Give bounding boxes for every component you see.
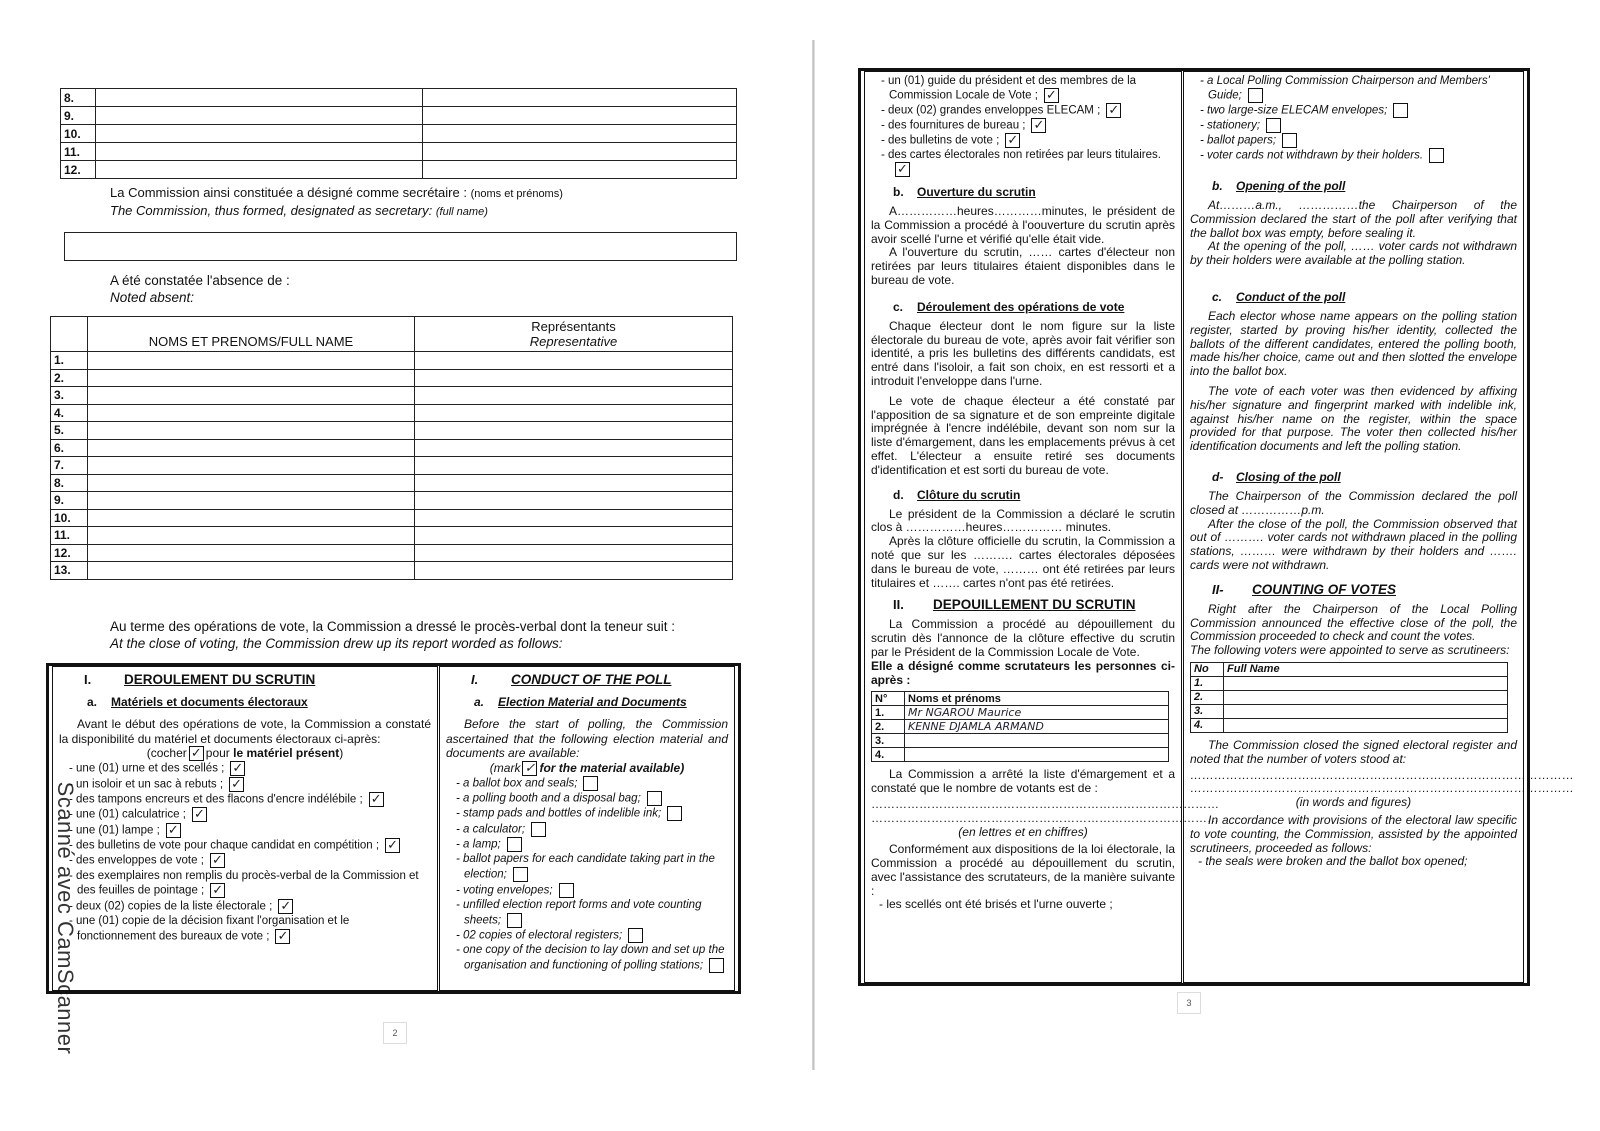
item-label: - une (01) urne et des scellés ; — [69, 762, 225, 775]
representative-cell[interactable] — [415, 457, 733, 475]
handwritten-name[interactable] — [905, 734, 1169, 748]
name-cell[interactable] — [88, 562, 415, 580]
representative-cell[interactable] — [415, 474, 733, 492]
item-label: - des bulletins de vote pour chaque candidat en compétition ; — [69, 839, 380, 852]
voters-count-line-1[interactable]: …………………………………………………………………………………… — [1190, 767, 1574, 782]
checklist-item — [1194, 133, 1517, 148]
opening-title-fr: Ouverture du scrutin — [917, 185, 1036, 199]
absent-row — [51, 527, 733, 545]
item-label: - deux (02) copies de la liste électorale ; — [69, 900, 273, 913]
row-number: 3. — [872, 734, 905, 748]
name-cell[interactable] — [88, 509, 415, 527]
item-label: - des tampons encreurs et des flacons d'encre indélébile ; — [69, 793, 363, 806]
name-cell[interactable] — [96, 89, 423, 107]
name-cell[interactable] — [88, 527, 415, 545]
checked-checkbox-icon[interactable]: ✓ — [895, 162, 910, 177]
checklist-item — [875, 133, 1175, 148]
section-num: I. — [84, 672, 92, 687]
checked-checkbox-icon[interactable]: ✓ — [166, 823, 181, 838]
law-p-fr: Conformément aux dispositions de la loi électorale, la Commission a procédé au dépouillement du scrutin, avec l'assistance des scrutateurs, de la manière suivante : — [871, 842, 1175, 898]
row-number: 10. — [61, 125, 96, 143]
row-number: 12. — [51, 544, 88, 562]
scrutineer-row — [1191, 718, 1508, 732]
row-number: 9. — [61, 107, 96, 125]
sub-title-fr: Matériels et documents électoraux — [111, 695, 308, 709]
counting-title-fr: DEPOUILLEMENT DU SCRUTIN — [933, 597, 1136, 613]
secretary-fr-text: La Commission ainsi constituée a désigné comme secrétaire : — [110, 185, 467, 200]
mark-mid: pour — [205, 746, 230, 760]
section-num: II. — [893, 597, 904, 613]
col-no: No — [1191, 662, 1224, 676]
checked-checkbox-icon[interactable]: ✓ — [275, 929, 290, 944]
absent-row — [51, 457, 733, 475]
scrutineers-table-en — [1190, 662, 1508, 733]
item-label: - voter cards not withdrawn by their holders. — [1200, 149, 1424, 162]
item-label: - une (01) lampe ; — [69, 824, 160, 837]
sub-num: c. — [1212, 289, 1223, 304]
checkbox-icon[interactable] — [628, 928, 643, 943]
row-number: 4. — [51, 404, 88, 422]
item-label: - one copy of the decision to lay down and set up the organisation and functioning of polling stations; — [456, 944, 725, 972]
item-label: - une (01) copie de la décision fixant l'organisation et le fonctionnement des bureaux de vote ; — [69, 915, 350, 943]
absent-row — [51, 492, 733, 510]
row-number: 9. — [51, 492, 88, 510]
law-p-en: In accordance with provisions of the electoral law specific to vote counting, the Commission, assisted by the appointed scrutineers, proceeded as follows: — [1190, 812, 1517, 855]
item-label: - ballot papers for each candidate taking part in the election; — [456, 853, 715, 881]
checkbox-icon[interactable] — [513, 867, 528, 882]
secretary-label-en — [110, 203, 488, 218]
mark-pre: (mark — [489, 760, 521, 775]
right-column-fr — [864, 71, 1219, 983]
item-label: - a calculator; — [456, 823, 526, 836]
row-number: 10. — [51, 509, 88, 527]
checklist-item — [1194, 118, 1517, 133]
representative-cell[interactable] — [415, 527, 733, 545]
voters-count-line-2[interactable]: …………………………………………………………………………………… — [1190, 781, 1574, 796]
checked-checkbox-icon[interactable]: ✓ — [1044, 88, 1059, 103]
checkbox-icon[interactable] — [1393, 103, 1408, 118]
absent-row — [51, 369, 733, 387]
row-number: 2. — [51, 369, 88, 387]
representative-cell[interactable] — [415, 387, 733, 405]
checkbox-icon[interactable] — [531, 822, 546, 837]
absent-row — [51, 509, 733, 527]
item-label: - des exemplaires non remplis du procès-verbal de la Commission et des feuilles de pointage ; — [69, 869, 419, 897]
checkbox-icon[interactable] — [559, 883, 574, 898]
checklist-item — [1194, 148, 1517, 163]
checklist-item — [63, 899, 431, 914]
name-cell[interactable] — [1224, 704, 1508, 718]
checklist-item — [450, 928, 728, 943]
representative-cell[interactable] — [415, 422, 733, 440]
checkbox-sample: ✓ — [522, 761, 537, 776]
name-cell[interactable] — [88, 352, 415, 370]
col-name: Noms et prénoms — [905, 692, 1169, 706]
row-number: 1. — [872, 706, 905, 720]
scrutineer-row — [1191, 704, 1508, 718]
item-label: - stationery; — [1200, 119, 1261, 132]
conduct-title-en: Conduct of the poll — [1236, 289, 1346, 304]
opening-p1-fr: A……………heures…………minutes, le président de la Commission a procédé à l'oouverture du scrutin après avoir scellé l'urne et vérifié qu'elle était vide. — [871, 204, 1175, 246]
conduct-of-poll-box-left — [46, 663, 741, 994]
section-title-en: CONDUCT OF THE POLL — [511, 672, 672, 687]
absent-row — [51, 404, 733, 422]
sub-num: c. — [893, 299, 904, 314]
item-label: - a lamp; — [456, 838, 501, 851]
checked-checkbox-icon[interactable]: ✓ — [229, 777, 244, 792]
representative-cell[interactable] — [415, 404, 733, 422]
sub-num: d. — [893, 487, 904, 502]
checklist-item — [1194, 103, 1517, 118]
representative-cell[interactable] — [415, 562, 733, 580]
voters-count-line-1[interactable]: …………………………………………………………………………… — [871, 796, 1219, 811]
mark-instruction-fr — [59, 746, 431, 761]
checklist-fr — [59, 761, 431, 944]
absent-row — [51, 474, 733, 492]
name-cell[interactable] — [96, 143, 423, 161]
checkbox-icon[interactable] — [1266, 118, 1281, 133]
checklist-item — [450, 791, 728, 806]
checklist-item — [63, 777, 431, 792]
row-number: 11. — [61, 143, 96, 161]
name-cell[interactable] — [88, 457, 415, 475]
checklist-item — [875, 148, 1175, 177]
checklist-en — [446, 776, 728, 974]
absent-row — [51, 439, 733, 457]
name-cell[interactable] — [96, 125, 423, 143]
absent-label-en: Noted absent: — [110, 290, 195, 305]
absent-row — [51, 562, 733, 580]
sub-num: a. — [474, 695, 485, 709]
absent-row — [51, 387, 733, 405]
opening-title-en: Opening of the poll — [1236, 179, 1346, 193]
secretary-label-fr — [110, 185, 563, 200]
absent-col-num — [51, 317, 88, 352]
role-cell[interactable] — [423, 89, 737, 107]
sub-num: b. — [893, 185, 904, 199]
checkbox-icon[interactable] — [1282, 133, 1297, 148]
member-row — [61, 143, 737, 161]
secretary-en-note: (full name) — [435, 206, 488, 218]
checklist-item — [1194, 74, 1517, 103]
camscanner-watermark: Scanné avec CamScanner — [53, 781, 78, 1055]
item-label: - 02 copies of electoral registers; — [456, 929, 623, 942]
absent-row — [51, 422, 733, 440]
member-row — [61, 125, 737, 143]
name-cell[interactable] — [88, 387, 415, 405]
col-rep-fr: Représentants — [531, 319, 616, 334]
checklist-item — [63, 792, 431, 807]
opening-p2-en: At the opening of the poll, …… voter cards not withdrawn by their holders were available at the polling station. — [1190, 239, 1517, 268]
checklist-item — [63, 823, 431, 838]
voters-count-line-2[interactable]: …………………………………………………………………………… — [871, 810, 1219, 825]
item-label: - un (01) guide du président et des membres de la Commission Locale de Vote ; — [881, 75, 1137, 102]
checklist-item — [450, 776, 728, 791]
member-row — [61, 107, 737, 125]
count-p-fr: La Commission a arrêté la liste d'émargement et a constaté que le nombre de votants est de : — [871, 767, 1175, 796]
closing-p1-en: The Chairperson of the Commission declared the poll closed at ……………p.m. — [1190, 488, 1517, 517]
checkbox-sample: ✓ — [189, 746, 204, 761]
item-label: - a ballot box and seals; — [456, 777, 578, 790]
checklist-fr-cont — [871, 74, 1175, 177]
secretary-en-text: The Commission, thus formed, designated as secretary: — [110, 203, 433, 218]
section-num: II- — [1212, 581, 1224, 597]
representative-cell[interactable] — [415, 544, 733, 562]
item-label: - des fournitures de bureau ; — [881, 119, 1026, 132]
row-number: 2. — [1191, 690, 1224, 704]
section-title-fr: DEROULEMENT DU SCRUTIN — [124, 672, 316, 687]
checkbox-icon[interactable] — [507, 837, 522, 852]
name-cell[interactable] — [96, 161, 423, 179]
words-note-en: (in words and figures) — [1295, 795, 1412, 810]
name-cell[interactable] — [88, 369, 415, 387]
checkbox-icon[interactable] — [507, 913, 522, 928]
mark-pre: (cocher — [146, 746, 187, 760]
checklist-item — [63, 914, 431, 944]
checked-checkbox-icon[interactable]: ✓ — [210, 883, 225, 898]
report-intro-fr: Au terme des opérations de vote, la Commission a dressé le procès-verbal dont la teneur suit : — [110, 619, 676, 634]
name-cell[interactable] — [1224, 690, 1508, 704]
representative-cell[interactable] — [415, 369, 733, 387]
absent-col-representative — [415, 317, 733, 352]
right-page-box — [858, 68, 1574, 986]
opening-p1-en: At………a.m., ……………the Chairperson of the Commission declared the start of the poll after verifying that the ballot box was empty, before sealing it. — [1190, 198, 1517, 240]
col-name: Full Name — [1224, 662, 1508, 676]
count-p-en: The Commission closed the signed electoral register and noted that the number of voters stood at: — [1190, 737, 1517, 766]
checklist-item — [450, 943, 728, 973]
checklist-item — [450, 883, 728, 898]
checkbox-icon[interactable] — [709, 958, 724, 973]
row-number: 2. — [872, 720, 905, 734]
checklist-en-cont — [1190, 74, 1517, 163]
absent-row — [51, 352, 733, 370]
row-number: 3. — [1191, 704, 1224, 718]
item-label: - une (01) calculatrice ; — [69, 808, 186, 821]
scrutineer-row — [872, 706, 1169, 720]
checklist-item — [450, 822, 728, 837]
section-num: I. — [471, 672, 479, 687]
mark-instruction-en — [446, 761, 728, 776]
item-label: - des bulletins de vote ; — [881, 134, 1000, 147]
checklist-item — [875, 118, 1175, 133]
checklist-item — [63, 869, 431, 899]
checklist-item — [63, 807, 431, 822]
col-rep-en: Representative — [529, 334, 618, 349]
checklist-item — [63, 761, 431, 776]
checked-checkbox-icon[interactable]: ✓ — [230, 761, 245, 776]
scrutineer-row — [872, 720, 1169, 734]
representative-cell[interactable] — [415, 492, 733, 510]
checklist-item — [450, 806, 728, 821]
role-cell[interactable] — [423, 161, 737, 179]
checked-checkbox-icon[interactable]: ✓ — [1106, 103, 1121, 118]
item-label: - ballot papers; — [1200, 134, 1277, 147]
report-intro-en: At the close of voting, the Commission drew up its report worded as follows: — [110, 636, 563, 651]
opening-p2-fr: A l'ouverture du scrutin, …… cartes d'électeur non retirées par leurs titulaires étaient disponibles dans le bureau de vote. — [871, 245, 1175, 287]
name-cell[interactable] — [88, 544, 415, 562]
item-label: - deux (02) grandes enveloppes ELECAM ; — [881, 104, 1101, 117]
absent-label-fr: A été constatée l'absence de : — [110, 273, 290, 288]
role-cell[interactable] — [423, 125, 737, 143]
handwritten-name[interactable]: KENNE DJAMLA ARMAND — [905, 720, 1169, 734]
name-cell[interactable] — [88, 474, 415, 492]
checklist-item — [875, 103, 1175, 118]
conduct-p1-fr: Chaque électeur dont le nom figure sur la liste électorale du bureau de vote, après avoir fait vérifier son identité, a pris les bulletins des différents candidats, est entré dans l'isoloir, a fait son choix, en est ressorti et a introduit l'enveloppe dans l'urne. — [871, 318, 1175, 388]
role-cell[interactable] — [423, 143, 737, 161]
closing-title-fr: Clôture du scrutin — [917, 487, 1021, 502]
counting-p2-fr: Elle a désigné comme scrutateurs les personnes ci-après : — [871, 658, 1175, 687]
secretary-fr-note: (noms et prénoms) — [470, 188, 563, 200]
checkbox-icon[interactable] — [647, 791, 662, 806]
conduct-p1-en: Each elector whose name appears on the polling station register, started by proving his/her identity, collected the ballots of the different candidates, entered the polling booth, made his/her choice, came out and then slotted the envelope into the ballot box. — [1190, 308, 1517, 379]
row-number: 3. — [51, 387, 88, 405]
row-number: 4. — [1191, 718, 1224, 732]
sub-num: b. — [1212, 179, 1223, 193]
checklist-item — [63, 838, 431, 853]
name-cell[interactable] — [88, 404, 415, 422]
scrutineer-row — [872, 748, 1169, 762]
sub-num: d- — [1212, 469, 1224, 484]
right-column-en — [1183, 71, 1574, 983]
checklist-item — [63, 853, 431, 868]
item-label: - a polling booth and a disposal bag; — [456, 792, 641, 805]
member-row — [61, 161, 737, 179]
checked-checkbox-icon[interactable]: ✓ — [1031, 118, 1046, 133]
representative-cell[interactable] — [415, 439, 733, 457]
intro-en: Before the start of polling, the Commission ascertained that the following election material and documents are available: — [446, 717, 728, 760]
item-label: - unfilled election report forms and vote counting sheets; — [456, 898, 702, 927]
row-number: 8. — [61, 89, 96, 107]
absent-table — [50, 316, 733, 580]
sub-title-en: Election Material and Documents — [498, 695, 687, 709]
name-cell[interactable] — [96, 107, 423, 125]
row-number: 1. — [51, 352, 88, 370]
checked-checkbox-icon[interactable]: ✓ — [369, 792, 384, 807]
checkbox-icon[interactable] — [667, 806, 682, 821]
checked-checkbox-icon[interactable]: ✓ — [210, 853, 225, 868]
row-number: 7. — [51, 457, 88, 475]
checklist-item — [450, 898, 728, 928]
checked-checkbox-icon[interactable]: ✓ — [385, 838, 400, 853]
counting-p1-en: Right after the Chairperson of the Local Polling Commission announced the effective close of the poll, the Commission proceeded to check and count the votes. — [1190, 601, 1517, 644]
page-number-right: 3 — [1177, 992, 1201, 1014]
page-fold — [812, 40, 815, 1070]
checkbox-icon[interactable] — [1248, 88, 1263, 103]
name-cell[interactable] — [88, 439, 415, 457]
intro-fr: Avant le début des opérations de vote, la Commission a constaté la disponibilité du matériel et documents électoraux ci-après: — [59, 717, 431, 746]
mark-bold: for the material available) — [539, 760, 685, 775]
row-number: 13. — [51, 562, 88, 580]
secretary-name-field[interactable] — [64, 232, 737, 261]
mark-bold: le matériel présent — [233, 746, 340, 760]
item-label: - des enveloppes de vote ; — [69, 854, 204, 867]
row-number: 4. — [872, 748, 905, 762]
words-note-fr: (en lettres et en chiffres) — [958, 824, 1088, 839]
seals-item-fr: - les scellés ont été brisés et l'urne ouverte ; — [879, 897, 1113, 912]
row-number: 8. — [51, 474, 88, 492]
checked-checkbox-icon[interactable]: ✓ — [278, 899, 293, 914]
name-cell[interactable] — [88, 422, 415, 440]
checkbox-icon[interactable] — [1429, 148, 1444, 163]
item-label: - two large-size ELECAM envelopes; — [1200, 104, 1388, 117]
row-number: 5. — [51, 422, 88, 440]
counting-p1-fr: La Commission a procédé au dépouillement du scrutin dès l'annonce de la clôture effective du scrutin par le Président de la Commission Locale de Vote. — [871, 617, 1175, 659]
scrutineer-row — [872, 734, 1169, 748]
role-cell[interactable] — [423, 107, 737, 125]
row-number: 6. — [51, 439, 88, 457]
row-number: 1. — [1191, 676, 1224, 690]
handwritten-name[interactable] — [905, 748, 1169, 762]
closing-p2-fr: Après la clôture officielle du scrutin, la Commission a noté que sur les ………. cartes électorales déposées dans le bureau de vote, ……… ont été retirées par leurs titulaires et ……. cartes n'ont pas été retirées. — [871, 534, 1175, 590]
representative-cell[interactable] — [415, 509, 733, 527]
representative-cell[interactable] — [415, 352, 733, 370]
mark-post: ) — [339, 746, 344, 760]
closing-p2-en: After the close of the poll, the Commission observed that out of ………. voter cards not withdrawn placed in the polling stations, ……… were withdrawn by their holders and ……. cards were not withdrawn. — [1190, 516, 1517, 572]
scrutineers-table-fr — [871, 691, 1169, 762]
page-number-left: 2 — [383, 1022, 407, 1044]
commission-members-table — [60, 88, 737, 179]
checklist-item — [450, 837, 728, 852]
sub-num: a. — [87, 695, 98, 709]
checked-checkbox-icon[interactable]: ✓ — [192, 807, 207, 822]
checklist-item — [875, 74, 1175, 103]
absent-row — [51, 544, 733, 562]
member-row — [61, 89, 737, 107]
name-cell[interactable] — [1224, 676, 1508, 690]
absent-col-name: NOMS ET PRENOMS/FULL NAME — [88, 317, 415, 352]
row-number: 11. — [51, 527, 88, 545]
closing-p1-fr: Le président de la Commission a déclaré le scrutin clos à ……………heures…………… minutes. — [871, 506, 1175, 535]
scrutineer-row — [1191, 690, 1508, 704]
item-label: - voting envelopes; — [456, 884, 553, 897]
checklist-item — [450, 852, 728, 882]
column-fr — [52, 666, 438, 991]
closing-title-en: Closing of the poll — [1236, 469, 1341, 484]
name-cell[interactable] — [1224, 718, 1508, 732]
column-en — [439, 666, 735, 991]
handwritten-name[interactable]: Mr NGAROU Maurice — [905, 706, 1169, 720]
checkbox-icon[interactable] — [583, 776, 598, 791]
item-label: - a Local Polling Commission Chairperson and Members' Guide; — [1200, 75, 1490, 102]
scrutineer-row — [1191, 676, 1508, 690]
counting-p2-en: The following voters were appointed to serve as scrutineers: — [1190, 643, 1510, 658]
seals-item-en: - the seals were broken and the ballot box opened; — [1198, 854, 1468, 869]
counting-title-en: COUNTING OF VOTES — [1252, 581, 1397, 597]
item-label: - stamp pads and bottles of indelible ink; — [456, 808, 662, 821]
row-number: 12. — [61, 161, 96, 179]
conduct-p2-en: The vote of each voter was then evidenced by affixing his/her signature and fingerprint marked with indelible ink, against his/her name on the register, within the space provided for that purpose. The voter then collected his/her identification documents and left the polling station. — [1190, 383, 1517, 454]
conduct-title-fr: Déroulement des opérations de vote — [917, 299, 1125, 314]
item-label: - des cartes électorales non retirées par leurs titulaires. — [881, 149, 1161, 161]
checked-checkbox-icon[interactable]: ✓ — [1005, 133, 1020, 148]
item-label: - un isoloir et un sac à rebuts ; — [69, 778, 224, 791]
name-cell[interactable] — [88, 492, 415, 510]
conduct-p2-fr: Le vote de chaque électeur a été constaté par l'apposition de sa signature et de son empreinte digitale imprégnée à l'encre indélébile, devant son nom sur la liste d'émargement, dans les emplacements prévus à cet effet. L'électeur a ensuite retiré ses documents d'identification et est sorti du bureau de vote. — [871, 393, 1175, 477]
col-no: N° — [872, 692, 905, 706]
